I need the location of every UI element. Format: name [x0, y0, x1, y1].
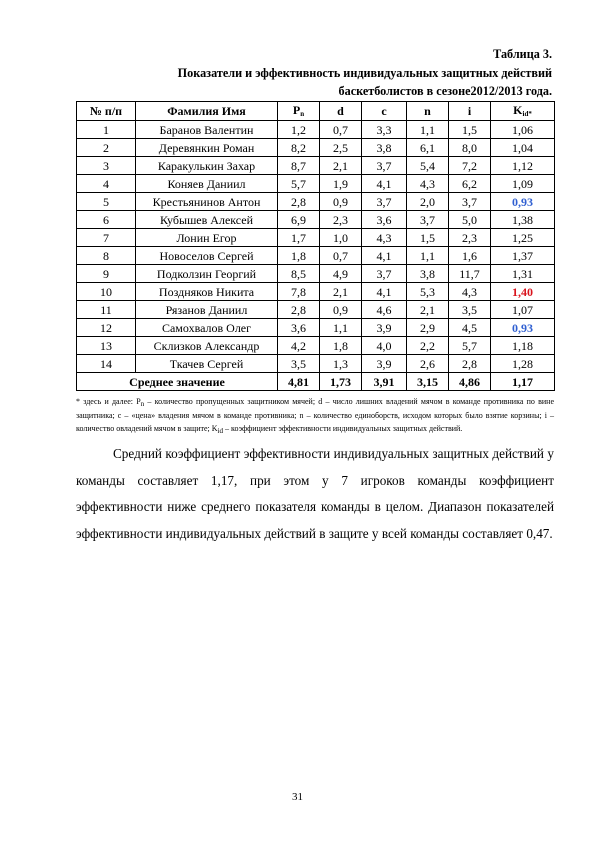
cell-pn: 1,2	[278, 121, 320, 139]
cell-k: 1,25	[491, 229, 555, 247]
header-name: Фамилия Имя	[136, 102, 278, 121]
table-row	[77, 247, 555, 265]
cell-num: 4	[77, 175, 136, 193]
cell-name: Поздняков Никита	[136, 283, 278, 301]
cell-k: 1,06	[491, 121, 555, 139]
table-row	[77, 139, 555, 157]
mean-i: 4,86	[449, 373, 491, 391]
cell-k: 1,04	[491, 139, 555, 157]
cell-c: 3,7	[362, 265, 407, 283]
cell-k: 1,12	[491, 157, 555, 175]
table-row	[77, 175, 555, 193]
cell-i: 1,6	[449, 247, 491, 265]
cell-i: 2,3	[449, 229, 491, 247]
cell-d: 2,1	[320, 283, 362, 301]
cell-i: 3,5	[449, 301, 491, 319]
cell-d: 0,9	[320, 193, 362, 211]
cell-k: 1,28	[491, 355, 555, 373]
cell-num: 5	[77, 193, 136, 211]
cell-c: 3,7	[362, 157, 407, 175]
header-d: d	[320, 102, 362, 121]
cell-n: 3,7	[407, 211, 449, 229]
cell-i: 5,7	[449, 337, 491, 355]
cell-c: 4,6	[362, 301, 407, 319]
cell-name: Кубышев Алексей	[136, 211, 278, 229]
cell-num: 3	[77, 157, 136, 175]
cell-name: Рязанов Даниил	[136, 301, 278, 319]
table-title-line-2: баскетболистов в сезоне2012/2013 года.	[338, 84, 552, 98]
cell-k: 1,40	[491, 283, 555, 301]
table-row	[77, 157, 555, 175]
table-row	[77, 319, 555, 337]
cell-d: 1,0	[320, 229, 362, 247]
cell-c: 3,9	[362, 319, 407, 337]
header-pn: $P_n$	[278, 102, 320, 121]
table-footnote: * здесь и далее: $P_n$ – количество пропущенных защитником мячей; d – число лишних владений мячом в команде противника по вине защитника; c – «цена» владения мячом в команде противника; n – количество единоборств, исходом которых было взятие корзины; i – количество овладений мячом в защите; $K_{id}$ – коэффициент эффективности индивидуальных защитных действий.	[76, 397, 555, 435]
defense-stats-table	[76, 101, 555, 391]
cell-name: Каракулькин Захар	[136, 157, 278, 175]
cell-n: 1,5	[407, 229, 449, 247]
cell-k: 0,93	[491, 193, 555, 211]
mean-k: 1,17	[491, 373, 555, 391]
cell-k: 1,37	[491, 247, 555, 265]
cell-num: 6	[77, 211, 136, 229]
cell-num: 12	[77, 319, 136, 337]
cell-n: 3,8	[407, 265, 449, 283]
table-row	[77, 211, 555, 229]
cell-d: 2,3	[320, 211, 362, 229]
cell-n: 1,1	[407, 247, 449, 265]
cell-pn: 7,8	[278, 283, 320, 301]
cell-name: Новоселов Сергей	[136, 247, 278, 265]
cell-num: 9	[77, 265, 136, 283]
cell-n: 5,4	[407, 157, 449, 175]
cell-pn: 8,5	[278, 265, 320, 283]
cell-i: 2,8	[449, 355, 491, 373]
cell-pn: 1,7	[278, 229, 320, 247]
table-row	[77, 265, 555, 283]
paragraph-text: Средний коэффициент эффективности индивидуальных защитных действий у команды составляет 1,17, при этом у 7 игроков команды коэффициент эффективности ниже среднего показателя команды в целом. Диапазон показателей эффективности индивидуальных действий в защите у всей команды составляет 0,47.	[76, 446, 554, 541]
cell-k: 1,18	[491, 337, 555, 355]
cell-k: 1,07	[491, 301, 555, 319]
cell-k: 1,38	[491, 211, 555, 229]
table-header-row	[77, 102, 555, 121]
cell-d: 1,1	[320, 319, 362, 337]
table-label: Таблица 3.	[493, 47, 552, 61]
cell-d: 0,7	[320, 247, 362, 265]
cell-pn: 6,9	[278, 211, 320, 229]
page-number: 31	[292, 791, 303, 803]
cell-num: 7	[77, 229, 136, 247]
cell-num: 8	[77, 247, 136, 265]
cell-num: 1	[77, 121, 136, 139]
cell-n: 2,6	[407, 355, 449, 373]
cell-c: 4,1	[362, 247, 407, 265]
cell-pn: 2,8	[278, 193, 320, 211]
cell-i: 4,5	[449, 319, 491, 337]
mean-label: Среднее значение	[77, 373, 278, 391]
cell-pn: 8,2	[278, 139, 320, 157]
cell-name: Ткачев Сергей	[136, 355, 278, 373]
cell-name: Коняев Даниил	[136, 175, 278, 193]
cell-c: 4,1	[362, 175, 407, 193]
cell-num: 13	[77, 337, 136, 355]
cell-c: 3,3	[362, 121, 407, 139]
cell-n: 2,2	[407, 337, 449, 355]
cell-num: 11	[77, 301, 136, 319]
cell-pn: 4,2	[278, 337, 320, 355]
cell-d: 2,1	[320, 157, 362, 175]
cell-c: 4,3	[362, 229, 407, 247]
mean-row	[77, 373, 555, 391]
table-row	[77, 193, 555, 211]
cell-i: 4,3	[449, 283, 491, 301]
cell-num: 10	[77, 283, 136, 301]
cell-k: 0,93	[491, 319, 555, 337]
cell-i: 1,5	[449, 121, 491, 139]
cell-c: 4,1	[362, 283, 407, 301]
table-row	[77, 301, 555, 319]
cell-name: Подколзин Георгий	[136, 265, 278, 283]
table-row	[77, 355, 555, 373]
cell-c: 3,9	[362, 355, 407, 373]
header-num: № п/п	[77, 102, 136, 121]
cell-n: 2,9	[407, 319, 449, 337]
cell-d: 0,9	[320, 301, 362, 319]
conclusion-paragraph	[76, 441, 554, 547]
cell-c: 3,8	[362, 139, 407, 157]
cell-name: Склизков Александр	[136, 337, 278, 355]
cell-pn: 8,7	[278, 157, 320, 175]
cell-i: 5,0	[449, 211, 491, 229]
cell-pn: 3,6	[278, 319, 320, 337]
table-row	[77, 283, 555, 301]
cell-i: 6,2	[449, 175, 491, 193]
cell-i: 8,0	[449, 139, 491, 157]
header-kid: $K_{id*}$	[491, 102, 555, 121]
cell-i: 3,7	[449, 193, 491, 211]
cell-d: 1,3	[320, 355, 362, 373]
header-c: c	[362, 102, 407, 121]
mean-n: 3,15	[407, 373, 449, 391]
cell-d: 1,9	[320, 175, 362, 193]
cell-d: 4,9	[320, 265, 362, 283]
cell-d: 1,8	[320, 337, 362, 355]
table-row	[77, 337, 555, 355]
cell-k: 1,09	[491, 175, 555, 193]
cell-name: Лонин Егор	[136, 229, 278, 247]
cell-d: 0,7	[320, 121, 362, 139]
cell-name: Деревянкин Роман	[136, 139, 278, 157]
cell-num: 2	[77, 139, 136, 157]
header-n: n	[407, 102, 449, 121]
cell-n: 5,3	[407, 283, 449, 301]
mean-pn: 4,81	[278, 373, 320, 391]
cell-d: 2,5	[320, 139, 362, 157]
table-row	[77, 121, 555, 139]
cell-c: 4,0	[362, 337, 407, 355]
header-i: i	[449, 102, 491, 121]
cell-c: 3,7	[362, 193, 407, 211]
cell-i: 11,7	[449, 265, 491, 283]
cell-i: 7,2	[449, 157, 491, 175]
cell-pn: 5,7	[278, 175, 320, 193]
cell-name: Крестьянинов Антон	[136, 193, 278, 211]
cell-pn: 3,5	[278, 355, 320, 373]
mean-d: 1,73	[320, 373, 362, 391]
cell-pn: 2,8	[278, 301, 320, 319]
cell-n: 2,1	[407, 301, 449, 319]
cell-pn: 1,8	[278, 247, 320, 265]
table-row	[77, 229, 555, 247]
cell-n: 2,0	[407, 193, 449, 211]
cell-k: 1,31	[491, 265, 555, 283]
cell-c: 3,6	[362, 211, 407, 229]
cell-name: Самохвалов Олег	[136, 319, 278, 337]
cell-name: Баранов Валентин	[136, 121, 278, 139]
mean-c: 3,91	[362, 373, 407, 391]
cell-n: 6,1	[407, 139, 449, 157]
cell-num: 14	[77, 355, 136, 373]
cell-n: 1,1	[407, 121, 449, 139]
table-title-line-1: Показатели и эффективность индивидуальных защитных действий	[177, 66, 552, 80]
cell-n: 4,3	[407, 175, 449, 193]
